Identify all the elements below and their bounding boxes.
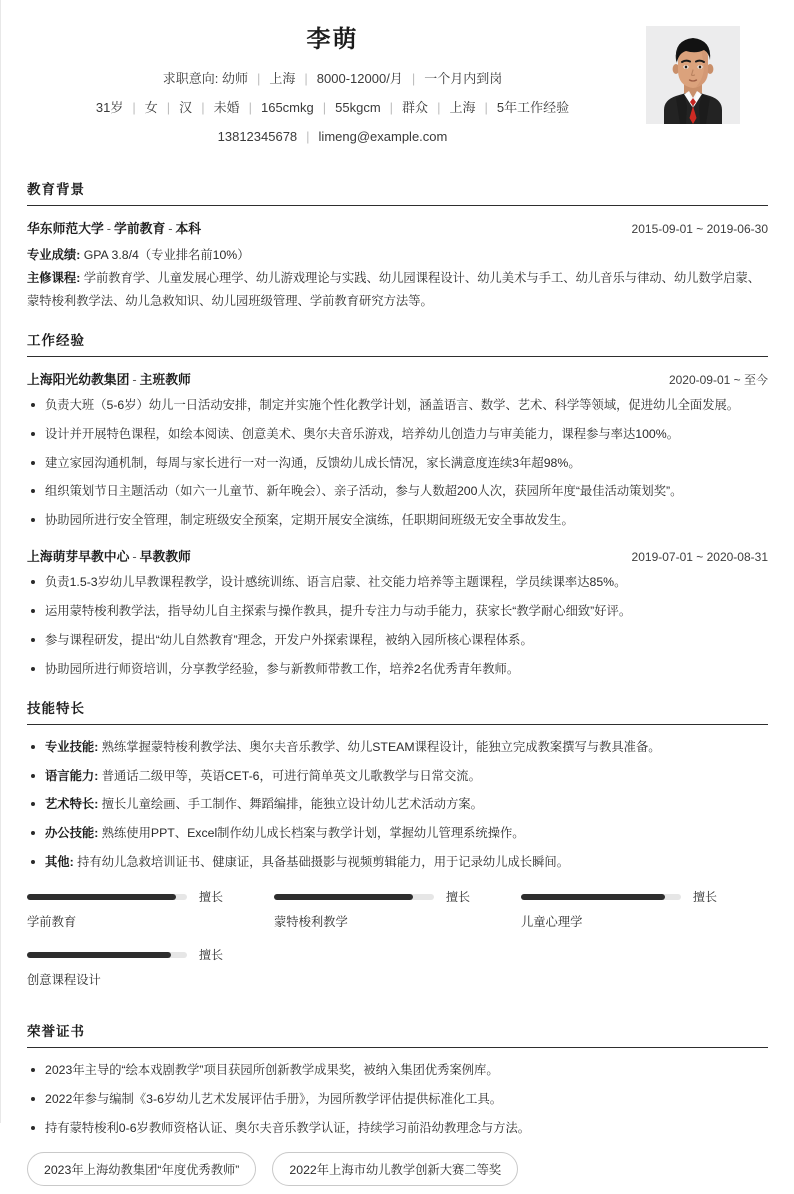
section-honors: [27, 1020, 768, 1194]
work-bullet-item: 运用蒙特梭利教学法，指导幼儿自主探索与操作教具，提升专注力与动手能力，获家长“教学耐心细致”好评。: [27, 601, 768, 623]
avatar-illustration: [646, 26, 740, 124]
section-title-work: 工作经验: [27, 329, 768, 357]
skill-bar: [521, 888, 768, 930]
education-entry-title: [27, 218, 201, 237]
skill-bar-top: [521, 888, 728, 905]
skill-item: [27, 794, 768, 816]
honor-bullet-item: 持有蒙特梭利0-6岁教师资格认证、奥尔夫音乐教学认证，持续学习前沿幼教理念与方法。: [27, 1118, 768, 1140]
separator: |: [304, 71, 308, 87]
skill-item-text: 熟练使用PPT、Excel制作幼儿成长档案与教学计划，掌握幼儿管理系统操作。: [101, 826, 525, 841]
honor-bullet-item: 2022年参与编制《3-6岁幼儿艺术发展评估手册》，为园所教学评估提供标准化工具。: [27, 1089, 768, 1111]
separator: |: [201, 100, 205, 116]
title-dash: -: [132, 549, 137, 565]
separator: |: [306, 129, 310, 145]
detail-label: 主修课程:: [27, 271, 84, 286]
school-name: 华东师范大学: [27, 220, 104, 236]
skill-item: [27, 823, 768, 845]
work-bullet-item: 设计并开展特色课程，如绘本阅读、创意美术、奥尔夫音乐游戏，培养幼儿创造力与审美能力，课程参与率达100%。: [27, 424, 768, 446]
degree-name: 本科: [175, 220, 202, 236]
skill-bar-top: [27, 888, 234, 905]
major-name: 学前教育: [114, 220, 166, 236]
honor-tag: 2022年上海市幼儿教学创新大赛二等奖: [272, 1152, 518, 1186]
education-entry-date: 2015-09-01 ~ 2019-06-30: [631, 221, 768, 236]
section-title-education: 教育背景: [27, 178, 768, 206]
personal-info-item: 55kgcm: [335, 100, 381, 116]
skill-item-label: 专业技能:: [45, 739, 102, 754]
work-bullet-item: 组织策划节日主题活动（如六一儿童节、新年晚会）、亲子活动，参与人数超200人次，获园所年度“最佳活动策划奖”。: [27, 481, 768, 503]
section-education: [27, 178, 768, 313]
work-bullet-list: [27, 395, 768, 532]
section-work: [27, 329, 768, 681]
honor-tags: [27, 1152, 768, 1194]
title-dash: -: [132, 371, 137, 387]
skill-bar-track: [27, 952, 187, 958]
section-title-skills: 技能特长: [27, 697, 768, 725]
job-intent-line: [27, 69, 638, 89]
work-bullet-item: 负责大班（5-6岁）幼儿一日活动安排，制定并实施个性化教学计划，涵盖语言、数学、艺术、科学等领域，促进幼儿全面发展。: [27, 395, 768, 417]
skill-item: [27, 766, 768, 788]
work-entry-title: [27, 546, 191, 565]
job-intent-item: 求职意向: 幼师: [162, 71, 248, 87]
skill-bar-name: 蒙特梭利教学: [273, 915, 348, 930]
skill-bar-fill: [521, 894, 665, 900]
separator: |: [411, 71, 416, 87]
work-bullet-item: 协助园所进行安全管理，制定班级安全预案，定期开展安全演练，任职期间班级无安全事故发生。: [27, 510, 768, 532]
contact-item: limeng@example.com: [318, 129, 448, 145]
personal-info-item: 汉: [179, 100, 193, 116]
work-bullet-item: 协助园所进行师资培训，分享教学经验，参与新教师带教工作，培养2名优秀青年教师。: [27, 659, 768, 681]
personal-info-item: 上海: [449, 100, 476, 116]
skills-list: [27, 737, 768, 874]
skill-bar-fill: [274, 894, 413, 900]
skill-item-text: 普通话二级甲等，英语CET-6，可进行简单英文儿歌教学与日常交流。: [101, 768, 481, 783]
work-body: [27, 369, 768, 681]
skill-bar-level: 擅长: [692, 890, 717, 905]
skill-bar-fill: [27, 894, 176, 900]
contact-item: 13812345678: [217, 129, 298, 145]
detail-label: 专业成绩:: [27, 247, 84, 262]
skill-bar-top: [274, 888, 481, 905]
education-body: [27, 218, 768, 313]
separator: |: [257, 71, 261, 87]
separator: |: [166, 100, 171, 116]
work-entry-date: 2020-09-01 ~ 至今: [668, 372, 768, 387]
section-title-honors: 荣誉证书: [27, 1020, 768, 1048]
work-entry-date: 2019-07-01 ~ 2020-08-31: [631, 550, 768, 565]
skill-item-label: 艺术特长:: [45, 797, 102, 812]
skill-item-label: 语言能力:: [45, 768, 102, 783]
education-detail-row: [27, 267, 768, 312]
personal-info-item: 5年工作经验: [496, 100, 570, 116]
skill-bar-track: [274, 894, 434, 900]
skill-bar-top: [27, 946, 234, 963]
role-name: 早教教师: [139, 549, 191, 565]
work-entry-head: [27, 546, 768, 565]
skill-bar-level: 擅长: [445, 890, 470, 905]
section-skills: [27, 697, 768, 1004]
personal-info-item: 女: [144, 100, 158, 116]
skill-bar-level: 擅长: [199, 948, 224, 963]
title-dash: -: [106, 220, 112, 236]
detail-text: GPA 3.8/4（专业排名前10%）: [83, 247, 250, 262]
skill-item-text: 熟练掌握蒙特梭利教学法、奥尔夫音乐教学、幼儿STEAM课程设计，能独立完成教案撰写与教具准备。: [101, 739, 661, 754]
job-intent-item: 一个月内到岗: [424, 71, 503, 87]
avatar: [646, 26, 740, 124]
work-entry-head: [27, 369, 768, 388]
education-detail-row: [27, 244, 768, 267]
skill-bar: [27, 946, 274, 988]
skill-bar-name: 学前教育: [27, 915, 77, 930]
skill-bar: [274, 888, 521, 930]
skill-bar-name: 儿童心理学: [520, 915, 583, 930]
skill-bar-fill: [27, 952, 171, 958]
work-entry: [27, 546, 768, 681]
company-name: 上海阳光幼教集团: [27, 371, 130, 387]
personal-info-line: [27, 98, 638, 118]
work-bullet-list: [27, 572, 768, 681]
skill-bar-level: 擅长: [199, 890, 224, 905]
page-title: 李萌: [306, 26, 359, 53]
personal-info-item: 165cmkg: [260, 100, 314, 116]
skill-bar-track: [27, 894, 187, 900]
separator: |: [248, 100, 252, 116]
separator: |: [389, 100, 394, 116]
job-intent-item: 上海: [269, 71, 296, 87]
skill-item-label: 其他:: [45, 855, 78, 870]
contact-info-line: [27, 127, 638, 147]
separator: |: [132, 100, 136, 116]
separator: |: [484, 100, 488, 116]
company-name: 上海萌芽早教中心: [27, 549, 130, 565]
job-intent-item: 8000-12000/月: [316, 71, 403, 87]
skill-item-label: 办公技能:: [45, 826, 102, 841]
skill-item-text: 擅长儿童绘画、手工制作、舞蹈编排，能独立设计幼儿艺术活动方案。: [101, 797, 483, 812]
skill-bars: [27, 888, 768, 1004]
work-entry: [27, 369, 768, 532]
skill-item: [27, 737, 768, 759]
honor-bullet-item: 2023年主导的“绘本戏剧教学”项目获园所创新教学成果奖，被纳入集团优秀案例库。: [27, 1060, 768, 1082]
separator: |: [437, 100, 441, 116]
title-dash: -: [168, 220, 173, 236]
work-bullet-item: 建立家园沟通机制，每周与家长进行一对一沟通，反馈幼儿成长情况，家长满意度连续3年超98%。: [27, 453, 768, 475]
work-entry-title: [27, 369, 191, 388]
personal-info-item: 未婚: [213, 100, 240, 116]
education-entry: [27, 218, 768, 313]
work-bullet-item: 负责1.5-3岁幼儿早教课程教学，设计感统训练、语言启蒙、社交能力培养等主题课程，学员续课率达85%。: [27, 572, 768, 594]
separator: |: [322, 100, 327, 116]
skill-item: [27, 852, 768, 874]
resume-header: [27, 0, 768, 162]
skill-bar-track: [521, 894, 681, 900]
skill-bar-name: 创意课程设计: [27, 973, 101, 988]
education-entry-head: [27, 218, 768, 237]
honor-tag: 2023年上海幼教集团“年度优秀教师”: [27, 1152, 256, 1186]
personal-info-item: 31岁: [95, 100, 124, 116]
personal-info-item: 群众: [402, 100, 429, 116]
detail-text: 学前教育学、儿童发展心理学、幼儿游戏理论与实践、幼儿园课程设计、幼儿美术与手工、幼儿音乐与律动、幼儿数学启蒙、蒙特梭利教学法、幼儿急救知识、幼儿园班级管理、学前教育研究方法等。: [27, 271, 761, 309]
work-bullet-item: 参与课程研发，提出“幼儿自然教育”理念，开发户外探索课程，被纳入园所核心课程体系。: [27, 630, 768, 652]
skill-item-text: 持有幼儿急救培训证书、健康证，具备基础摄影与视频剪辑能力，用于记录幼儿成长瞬间。: [77, 855, 569, 870]
skill-bar: [27, 888, 274, 930]
honors-list: [27, 1060, 768, 1140]
role-name: 主班教师: [139, 371, 191, 387]
